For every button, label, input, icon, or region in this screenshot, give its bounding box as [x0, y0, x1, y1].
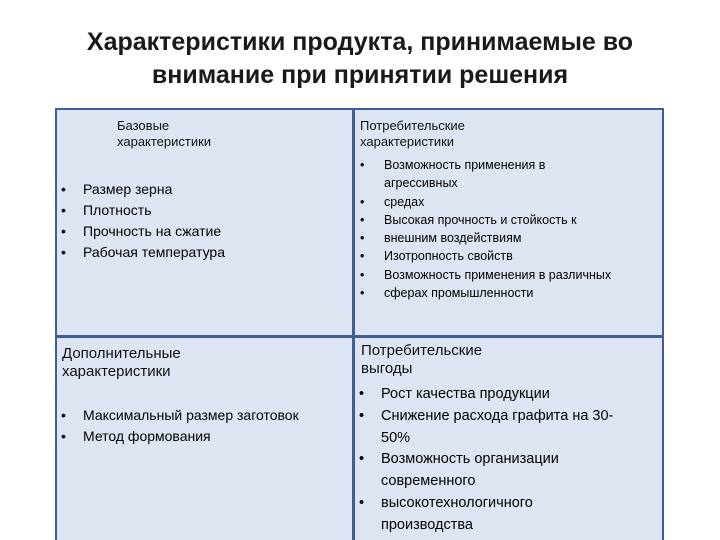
list-item: • Максимальный размер заготовок	[59, 405, 351, 426]
list-item: • Высокая прочность и стойкость к	[358, 211, 658, 229]
table-border-right	[662, 108, 664, 540]
slide-title-line-1: Характеристики продукта, принимаемые во	[86, 28, 634, 56]
list-item-continuation: современного	[381, 473, 476, 490]
table-horizontal-divider	[55, 335, 664, 338]
cell-heading: Потребительские характеристики	[360, 118, 465, 149]
cell-heading: Потребительские выгоды	[361, 342, 483, 377]
list-item: • внешним воздействиям	[358, 229, 658, 247]
table-border-left	[55, 108, 57, 540]
list-item: • высокотехнологичного	[357, 493, 657, 515]
base-list	[59, 179, 339, 263]
list-item: • средах	[358, 193, 658, 211]
additional-list	[59, 405, 351, 447]
slide-title	[0, 26, 720, 92]
characteristics-table	[55, 108, 664, 540]
list-item: • Рост качества продукции	[357, 384, 657, 406]
list-item: • сферах промышленности	[358, 284, 658, 302]
list-item: • Рабочая температура	[59, 242, 339, 263]
list-item: • Размер зерна	[59, 179, 339, 200]
list-item: • Метод формования	[59, 426, 351, 447]
benefits-list	[357, 384, 657, 537]
slide-title-line-2: внимание при принятии решения	[151, 61, 569, 89]
list-item-continuation: 50%	[381, 429, 411, 446]
list-item: • Прочность на сжатие	[59, 221, 339, 242]
cell-heading: Базовые характеристики	[117, 118, 212, 149]
table-border-top	[55, 108, 664, 110]
list-item: • Возможность организации	[357, 449, 657, 471]
list-item: • Изотропность свойств	[358, 247, 658, 265]
list-item-continuation: производства	[381, 516, 473, 533]
list-item-continuation: агрессивных	[384, 176, 458, 191]
consumer-list	[358, 156, 658, 302]
cell-heading: Дополнительные характеристики	[62, 345, 181, 380]
table-vertical-divider	[352, 108, 355, 540]
list-item: • Возможность применения в	[358, 156, 658, 174]
list-item: • Снижение расхода графита на 30-	[357, 406, 657, 428]
list-item: • Возможность применения в различных	[358, 266, 658, 284]
list-item: • Плотность	[59, 200, 339, 221]
